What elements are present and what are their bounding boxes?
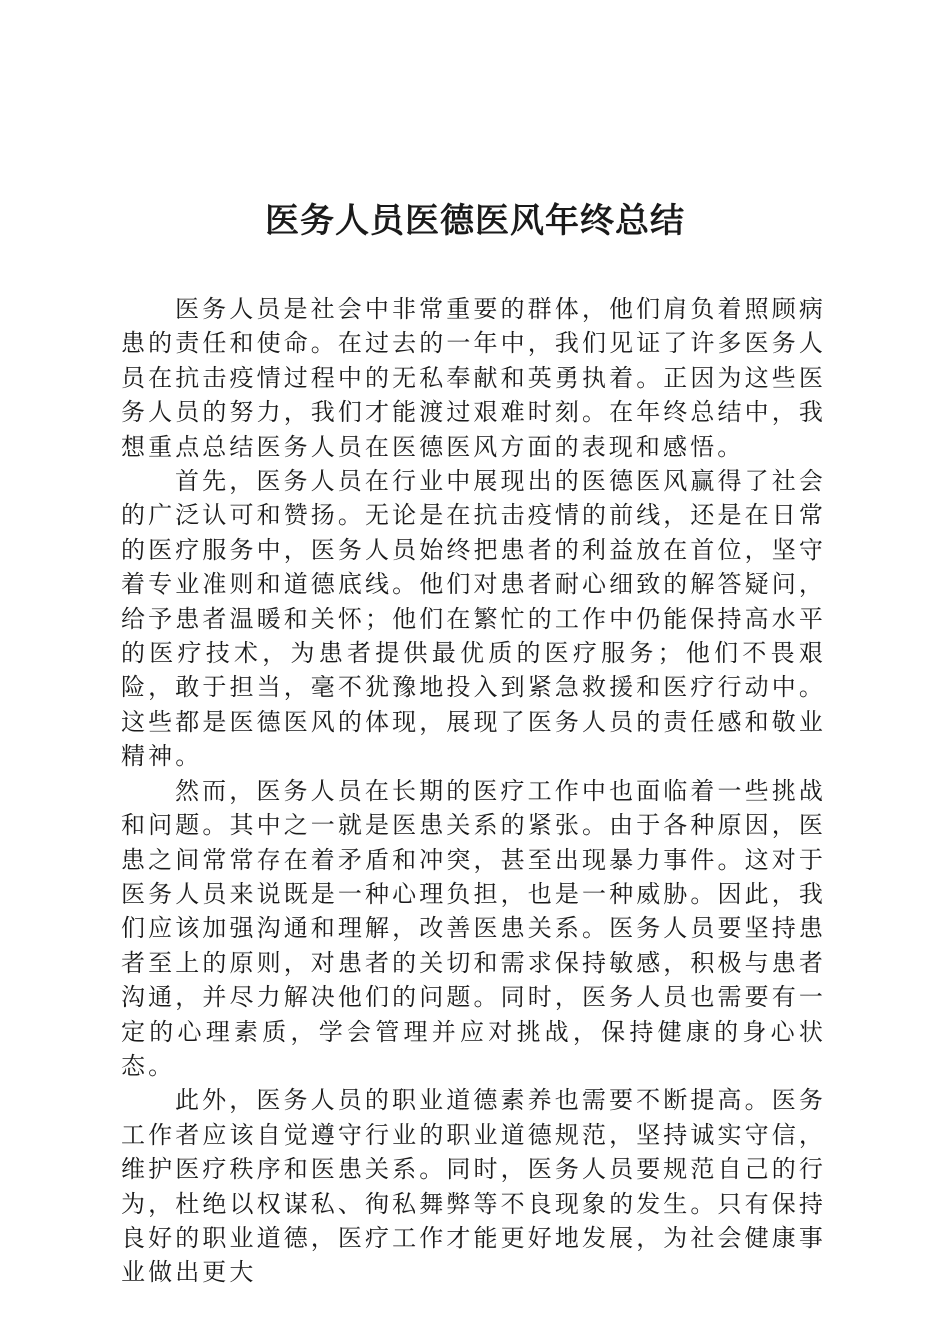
paragraph-however: 然而，医务人员在长期的医疗工作中也面临着一些挑战和问题。其中之一就是医患关系的紧张。由于各种原因，医患之间常常存在着矛盾和冲突，甚至出现暴力事件。这对于医务人员来说既是一种心理负担，也是一种威胁。因此，我们应该加强沟通和理解，改善医患关系。医务人员要坚持患者至上的原则，对患者的关切和需求保持敏感，积极与患者沟通，并尽力解决他们的问题。同时，医务人员也需要有一定的心理素质，学会管理并应对挑战，保持健康的身心状态。 xyxy=(121,776,826,1080)
paragraph-first: 首先，医务人员在行业中展现出的医德医风赢得了社会的广泛认可和赞扬。无论是在抗击疫情的前线，还是在日常的医疗服务中，医务人员始终把患者的利益放在首位，坚守着专业准则和道德底线。他们对患者耐心细致的解答疑问，给予患者温暖和关怀；他们在繁忙的工作中仍能保持高水平的医疗技术，为患者提供最优质的医疗服务；他们不畏艰险，敢于担当，毫不犹豫地投入到紧急救援和医疗行动中。这些都是医德医风的体现，展现了医务人员的责任感和敬业精神。 xyxy=(121,467,826,771)
document-body xyxy=(121,292,826,1290)
paragraph-moreover: 此外，医务人员的职业道德素养也需要不断提高。医务工作者应该自觉遵守行业的职业道德规范，坚持诚实守信，维护医疗秩序和医患关系。同时，医务人员要规范自己的行为，杜绝以权谋私、徇私舞弊等不良现象的发生。只有保持良好的职业道德，医疗工作才能更好地发展，为社会健康事业做出更大 xyxy=(121,1086,826,1287)
document-title: 医务人员医德医风年终总结 xyxy=(265,201,685,241)
paragraph-intro: 医务人员是社会中非常重要的群体，他们肩负着照顾病患的责任和使命。在过去的一年中，我们见证了许多医务人员在抗击疫情过程中的无私奉献和英勇执着。正因为这些医务人员的努力，我们才能渡过艰难时刻。在年终总结中，我想重点总结医务人员在医德医风方面的表现和感悟。 xyxy=(121,295,826,461)
